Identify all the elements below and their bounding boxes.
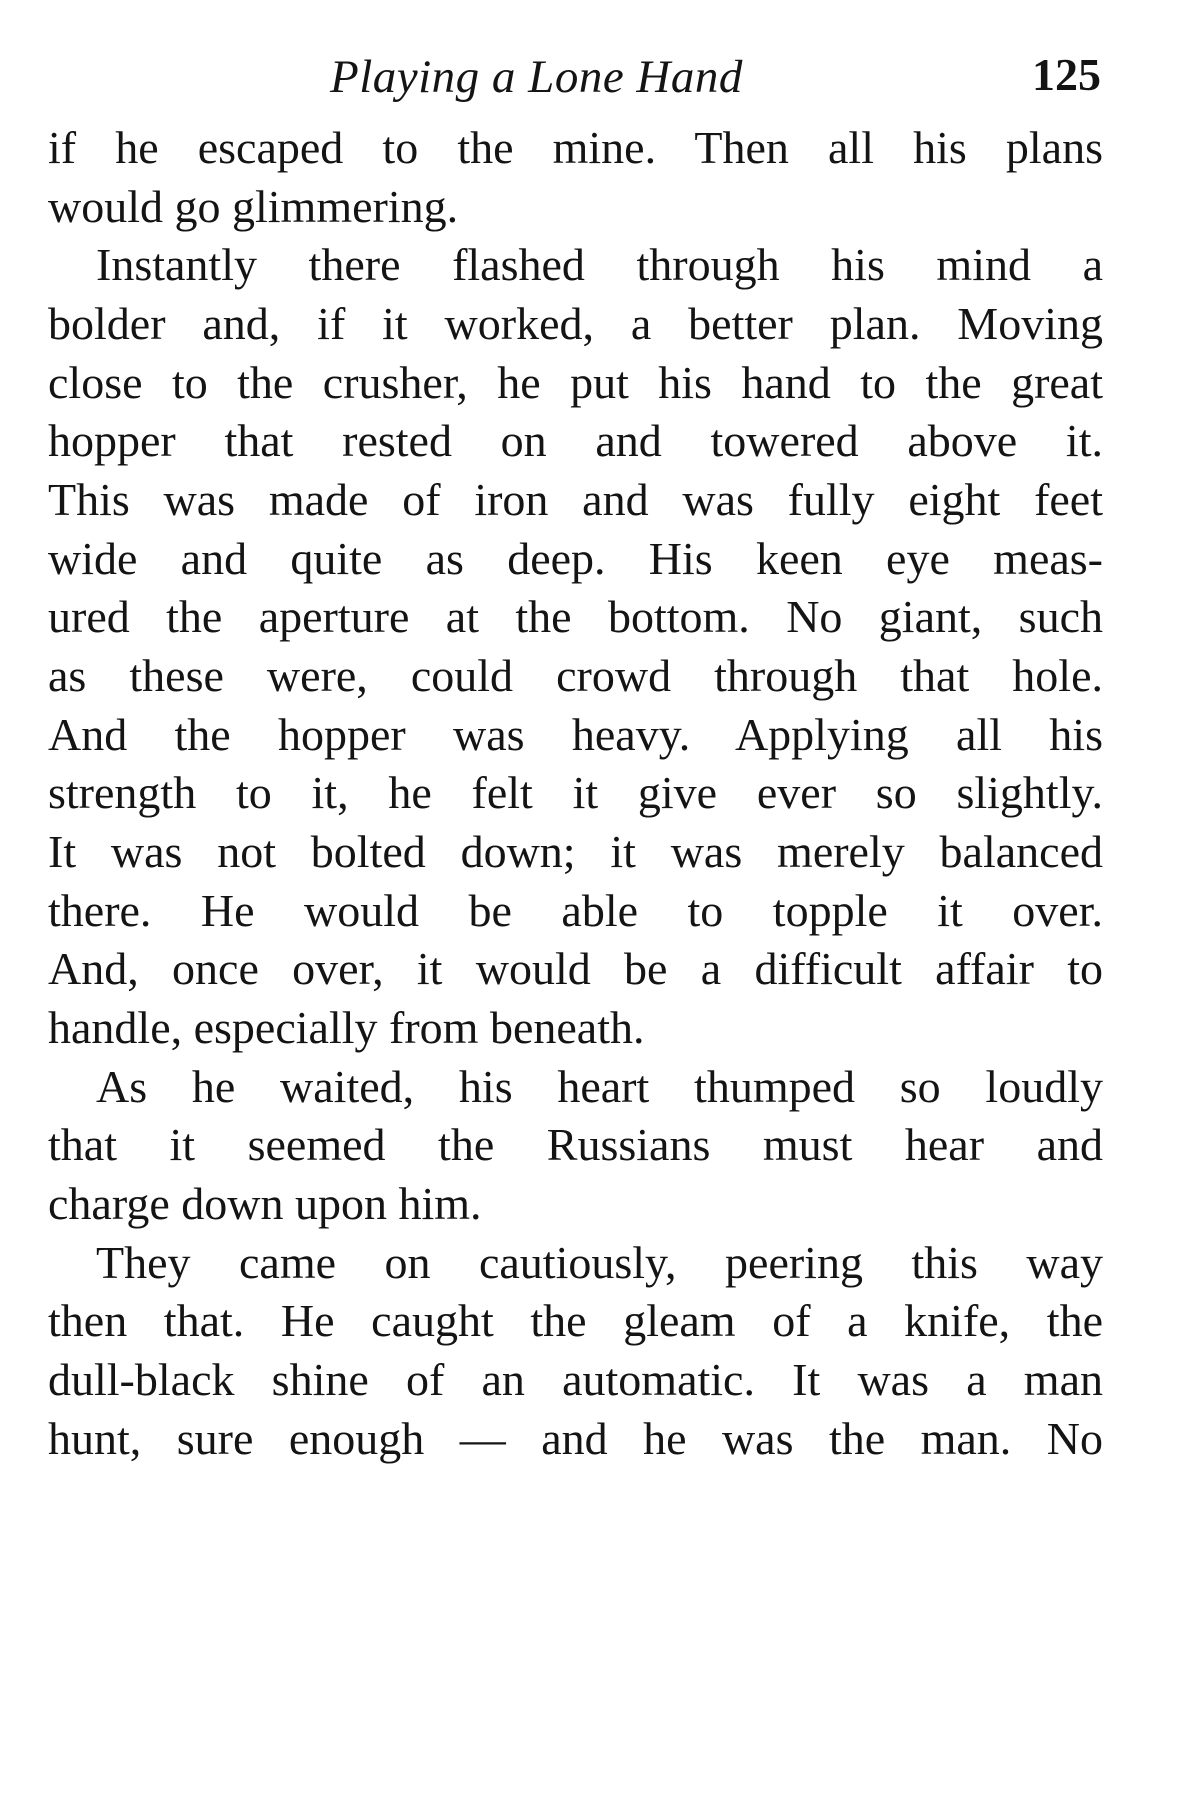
text-line: there. He would be able to topple it over.	[48, 885, 1103, 936]
text-line: This was made of iron and was fully eight feet	[48, 474, 1103, 525]
text-line: They came on cautiously, peering this way	[96, 1237, 1103, 1288]
text-line: And the hopper was heavy. Applying all his	[48, 709, 1103, 760]
running-title: Playing a Lone Hand	[330, 51, 743, 103]
text-line: Instantly there flashed through his mind a	[96, 239, 1103, 290]
text-line: handle, especially from beneath.	[48, 1002, 645, 1053]
text-line: And, once over, it would be a difficult affair to	[48, 943, 1103, 994]
text-line: bolder and, if it worked, a better plan. Moving	[48, 298, 1103, 349]
book-page	[48, 0, 1103, 1809]
text-line: It was not bolted down; it was merely balanced	[48, 826, 1103, 877]
text-line: ured the aperture at the bottom. No giant, such	[48, 591, 1103, 642]
text-line: As he waited, his heart thumped so loudly	[96, 1061, 1103, 1112]
text-line: would go glimmering.	[48, 181, 459, 232]
text-line: hunt, sure enough — and he was the man. No	[48, 1413, 1103, 1464]
text-line: charge down upon him.	[48, 1178, 482, 1229]
text-line: hopper that rested on and towered above it.	[48, 415, 1103, 466]
page-number: 125	[1032, 49, 1101, 100]
text-line: then that. He caught the gleam of a knife, the	[48, 1295, 1103, 1346]
running-head	[48, 44, 1103, 114]
text-line: as these were, could crowd through that hole.	[48, 650, 1103, 701]
text-line: dull-black shine of an automatic. It was a man	[48, 1354, 1103, 1405]
text-line: strength to it, he felt it give ever so slightly.	[48, 767, 1103, 818]
text-line: close to the crusher, he put his hand to the great	[48, 357, 1103, 408]
text-line: if he escaped to the mine. Then all his plans	[48, 122, 1103, 173]
text-line: that it seemed the Russians must hear and	[48, 1119, 1103, 1170]
text-line: wide and quite as deep. His keen eye meas-	[48, 533, 1103, 584]
